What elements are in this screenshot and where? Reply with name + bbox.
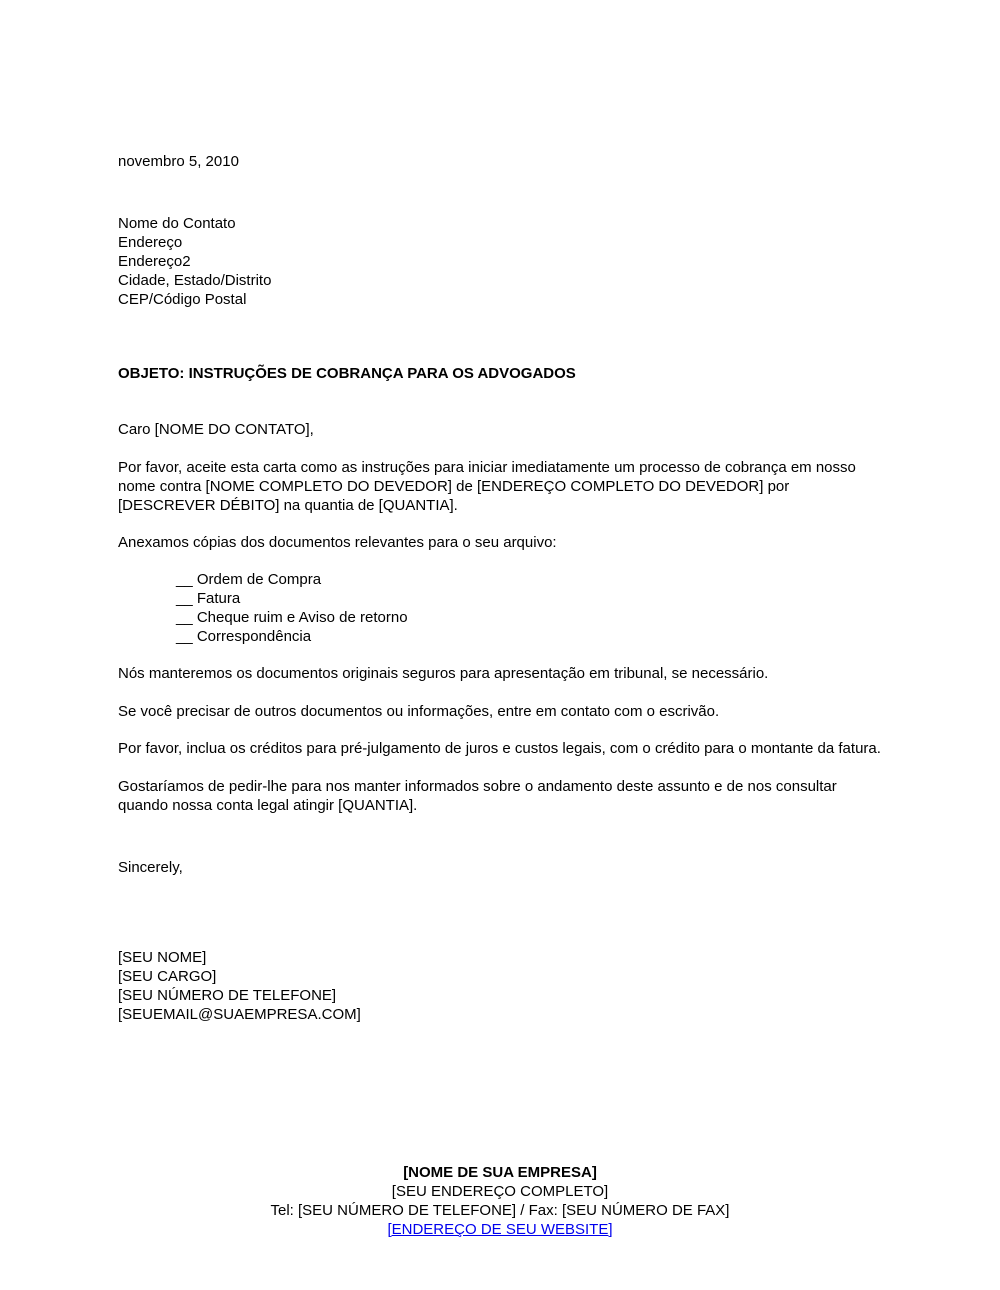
subject-line: OBJETO: INSTRUÇÕES DE COBRANÇA PARA OS ADVOGADOS xyxy=(118,365,576,382)
signature-line: [SEU NÚMERO DE TELEFONE] xyxy=(118,987,337,1004)
paragraph-contact-clerk: Se você precisar de outros documentos ou informações, entre em contato com o escrivão. xyxy=(118,703,720,720)
footer-address: [SEU ENDEREÇO COMPLETO] xyxy=(391,1183,609,1200)
footer-website-link[interactable]: [ENDEREÇO DE SEU WEBSITE] xyxy=(387,1221,613,1238)
checklist-item: __ Fatura xyxy=(176,590,241,607)
recipient-block xyxy=(118,214,882,309)
signature-line: [SEU CARGO] xyxy=(118,968,217,985)
recipient-line: Endereço xyxy=(118,234,183,251)
recipient-line: Cidade, Estado/Distrito xyxy=(118,272,272,289)
paragraph-attachments-intro: Anexamos cópias dos documentos relevantes para o seu arquivo: xyxy=(118,534,557,551)
footer-tel-fax: Tel: [SEU NÚMERO DE TELEFONE] / Fax: [SEU NÚMERO DE FAX] xyxy=(270,1202,730,1219)
checklist-item: __ Cheque ruim e Aviso de retorno xyxy=(176,609,408,626)
paragraph-originals: Nós manteremos os documentos originais seguros para apresentação em tribunal, se necessário. xyxy=(118,665,769,682)
signature-block xyxy=(118,948,882,1024)
signature-line: [SEU NOME] xyxy=(118,949,207,966)
closing: Sincerely, xyxy=(118,859,183,876)
paragraph-credits: Por favor, inclua os créditos para pré-julgamento de juros e custos legais, com o crédito para o montante da fatura. xyxy=(118,740,881,757)
signature-line: [SEUEMAIL@SUAEMPRESA.COM] xyxy=(118,1006,361,1023)
recipient-line: Endereço2 xyxy=(118,253,191,270)
paragraph-keep-informed: Gostaríamos de pedir-lhe para nos manter informados sobre o andamento deste assunto e de nos consultar quando nossa conta legal atingir [QUANTIA]. xyxy=(118,778,837,814)
checklist-item: __ Ordem de Compra xyxy=(176,571,322,588)
checklist-item: __ Correspondência xyxy=(176,628,312,645)
paragraph-instructions: Por favor, aceite esta carta como as instruções para iniciar imediatamente um processo de cobrança em nosso nome contra [NOME COMPLETO DO DEVEDOR] de [ENDEREÇO COMPLETO DO DEVEDOR] por [DESCREVER DÉBITO] na quantia de [QUANTIA]. xyxy=(118,459,856,514)
salutation: Caro [NOME DO CONTATO], xyxy=(118,421,314,438)
recipient-line: CEP/Código Postal xyxy=(118,291,247,308)
letter-date: novembro 5, 2010 xyxy=(118,153,239,170)
letter-footer xyxy=(0,1163,1000,1239)
footer-company-name: [NOME DE SUA EMPRESA] xyxy=(403,1164,597,1181)
recipient-line: Nome do Contato xyxy=(118,215,236,232)
attachments-checklist xyxy=(118,570,882,646)
